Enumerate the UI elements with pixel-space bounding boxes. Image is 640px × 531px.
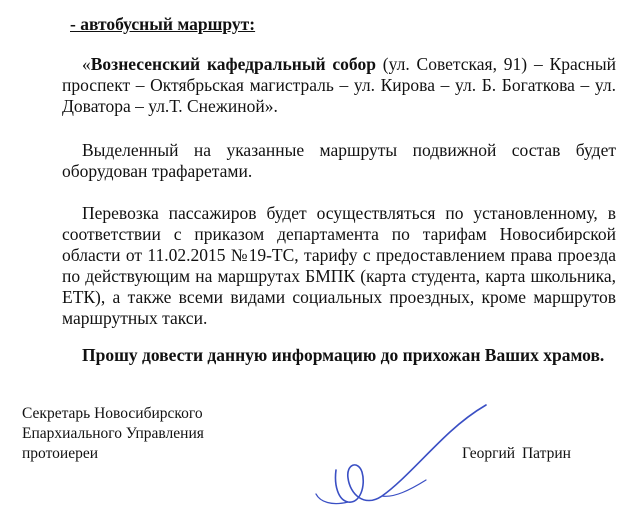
signer-title-line: протоиереи bbox=[22, 445, 99, 462]
signer-title-line: Секретарь Новосибирского bbox=[22, 405, 203, 422]
route-heading: - автобусный маршрут: bbox=[70, 14, 256, 34]
open-quote: « bbox=[82, 54, 91, 74]
route-description: (ул. Советская, 91) – Красный проспект – Октябрьская магистраль – ул. Кирова – ул. Б. Богаткова – ул. Доватора – ул.Т. Снежиной». bbox=[62, 54, 616, 116]
signer-name: Георгий Патрин bbox=[462, 445, 571, 462]
stencils-paragraph: Выделенный на указанные маршруты подвижной состав будет оборудован трафаретами. bbox=[62, 140, 616, 181]
signer-title-line: Епархиального Управления bbox=[22, 425, 204, 442]
request-paragraph: Прошу довести данную информацию до прихожан Ваших храмов. bbox=[82, 345, 605, 365]
route-paragraph bbox=[62, 54, 616, 117]
cathedral-name: Вознесенский кафедральный собор bbox=[90, 54, 376, 74]
fares-paragraph: Перевозка пассажиров будет осуществляться по установленному, в соответствии с приказом департамента по тарифам Новосибирской области от 11.02.2015 №19-ТС, тарифу с предоставлением права проезда по действующим на маршрутах БМПК (карта студента, карта школьника, ЕТК), а также всеми видами социальных проездных, кроме маршрутов маршрутных такси. bbox=[62, 203, 616, 328]
handwritten-signature bbox=[290, 390, 490, 520]
signer-title-block bbox=[22, 404, 204, 464]
